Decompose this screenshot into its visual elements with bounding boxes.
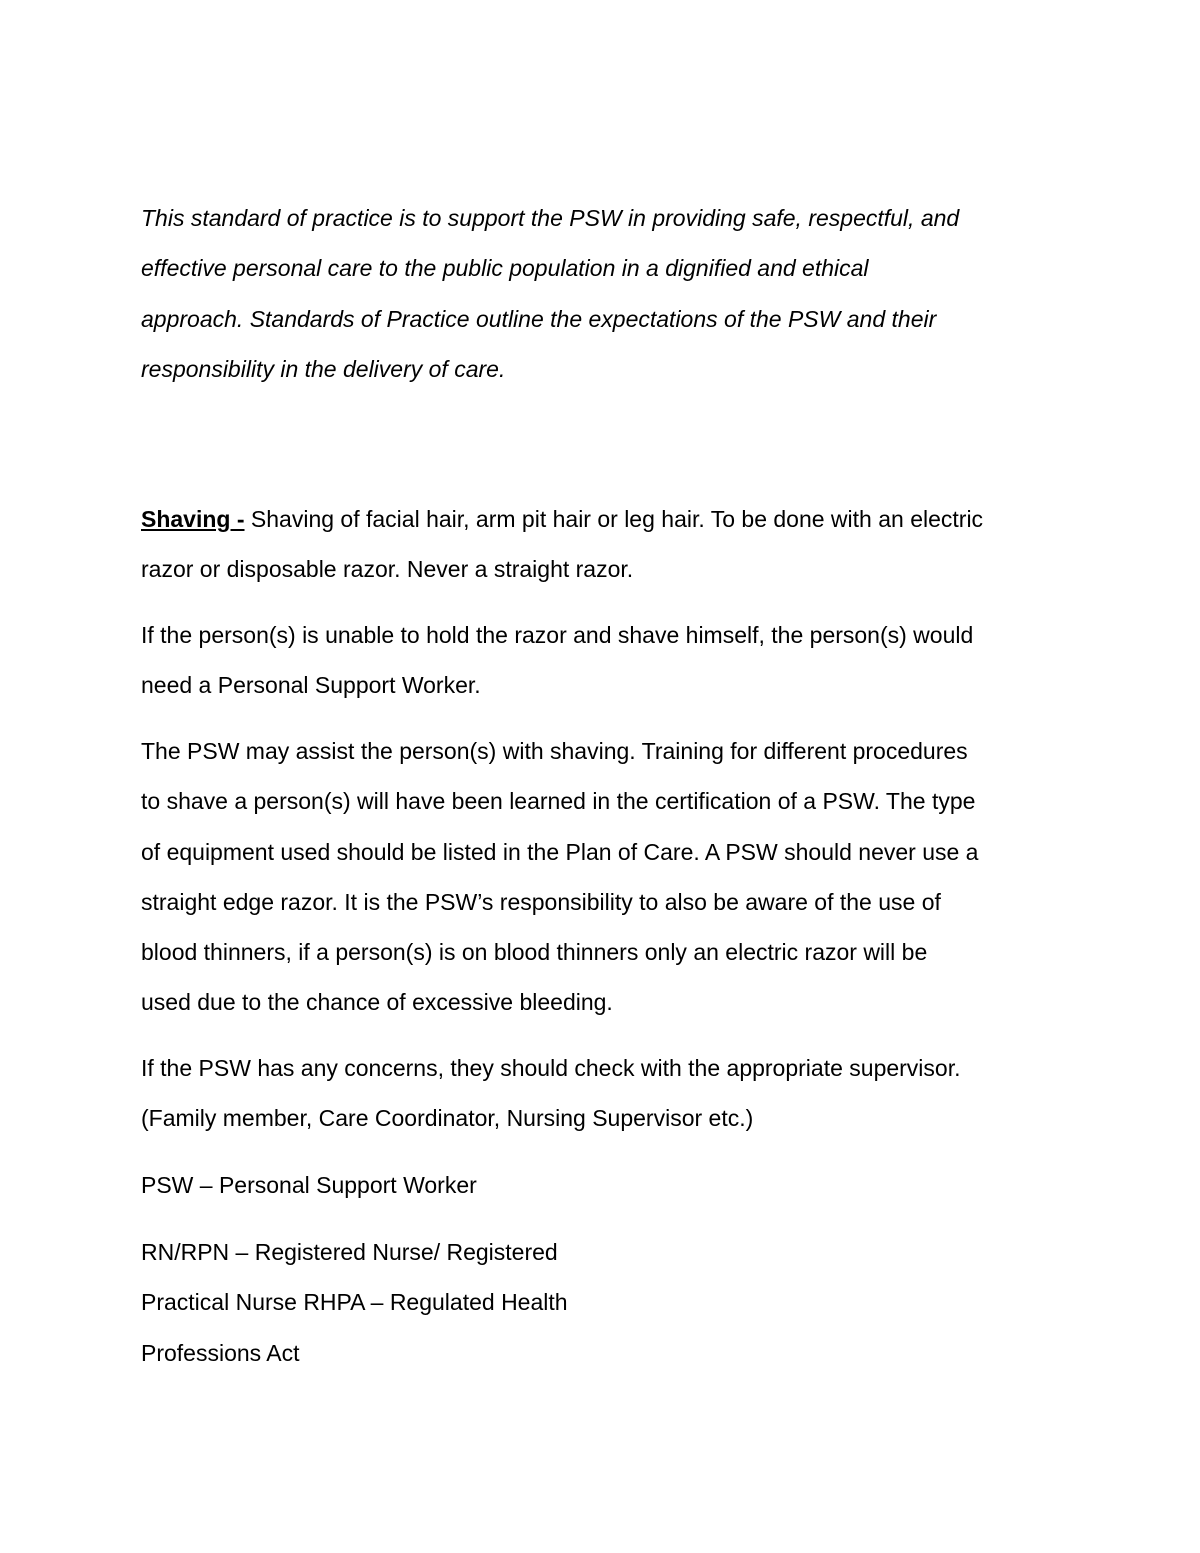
unable-paragraph	[141, 610, 1081, 711]
paragraph-line: to shave a person(s) will have been learned in the certification of a PSW. The type	[141, 788, 976, 815]
concerns-paragraph	[141, 1043, 1081, 1144]
paragraph-line: of equipment used should be listed in the Plan of Care. A PSW should never use a	[141, 838, 979, 865]
glossary-list	[141, 1227, 1081, 1378]
glossary-psw	[141, 1160, 1081, 1210]
assist-paragraph	[141, 726, 1081, 1028]
intro-line: responsibility in the delivery of care.	[141, 355, 506, 382]
paragraph-line: The PSW may assist the person(s) with shaving. Training for different procedures	[141, 738, 968, 764]
paragraph-line: blood thinners, if a person(s) is on blood thinners only an electric razor will be	[141, 939, 928, 966]
paragraph-line: used due to the chance of excessive bleeding.	[141, 989, 613, 1016]
paragraph-line: (Family member, Care Coordinator, Nursing Supervisor etc.)	[141, 1105, 754, 1132]
intro-line: This standard of practice is to support the PSW in providing safe, respectful, and	[141, 205, 960, 231]
shaving-line: razor or disposable razor. Never a straight razor.	[141, 556, 634, 583]
paragraph-line: need a Personal Support Worker.	[141, 672, 481, 699]
glossary-line: PSW – Personal Support Worker	[141, 1172, 477, 1198]
glossary-line: Professions Act	[141, 1339, 300, 1366]
paragraph-line: If the person(s) is unable to hold the razor and shave himself, the person(s) would	[141, 622, 974, 648]
glossary-line: Practical Nurse RHPA – Regulated Health	[141, 1289, 568, 1316]
shaving-definition: Shaving of facial hair, arm pit hair or leg hair. To be done with an electric	[244, 506, 984, 532]
shaving-paragraph	[141, 494, 1081, 595]
shaving-heading: Shaving -	[141, 506, 245, 532]
intro-line: effective personal care to the public population in a dignified and ethical	[141, 255, 869, 282]
shaving-line	[141, 494, 1081, 544]
glossary-line: RN/RPN – Registered Nurse/ Registered	[141, 1239, 558, 1265]
paragraph-line: straight edge razor. It is the PSW’s responsibility to also be aware of the use of	[141, 888, 941, 915]
intro-paragraph	[141, 193, 1081, 394]
paragraph-line: If the PSW has any concerns, they should check with the appropriate supervisor.	[141, 1055, 961, 1081]
intro-line: approach. Standards of Practice outline the expectations of the PSW and their	[141, 305, 937, 332]
